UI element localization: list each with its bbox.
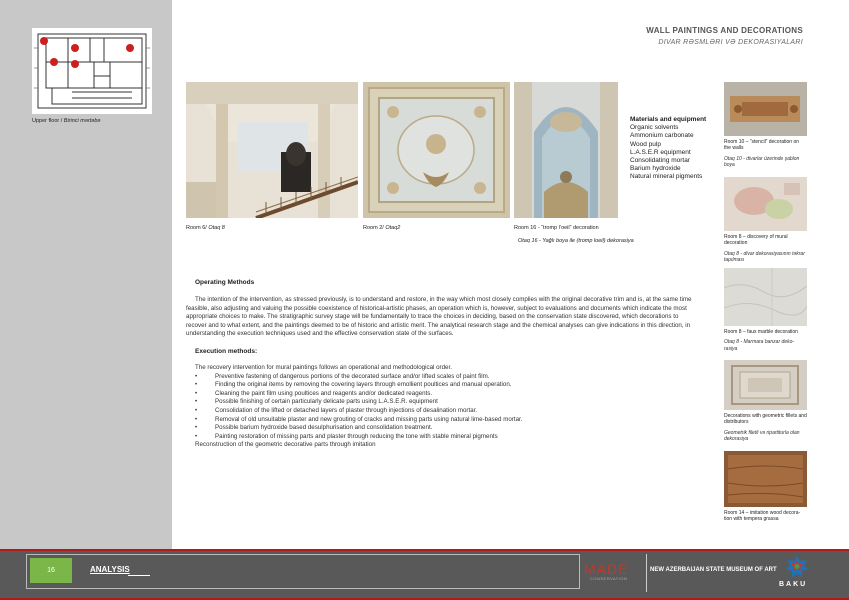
photo-caption-room-16: Room 16 - “tromp l’oeil” decoration [514,225,599,231]
execution-item: • Painting restoration of missing parts and plaster through reducing the tone with stable mineral pigments [195,432,498,440]
material-item: L.A.S.E.R equipment [630,148,691,156]
material-item: Organic solvents [630,124,679,132]
execution-item: • Possible finishing of certain particularly delicate parts using L.A.S.E.R. equipment [195,398,438,406]
execution-item: • Finding the original items by removing the covering layers through emollient poultices and manual operation. [195,381,512,389]
floorplan-caption: Upper floor / Birinci mərtəbə [32,118,101,124]
thumb-geometric-decorations: Decorations with geometric fillets and distributors Geometrik filetli və ripartiturla olan dekorasiya [724,360,807,443]
floorplan-image [32,28,152,114]
title-english: WALL PAINTINGS AND DECORATIONS [646,26,803,35]
operating-methods-title: Operating Methods [195,279,255,286]
thumb-room-14: Room 14 – imitation wood decora-tion with tempera grassa [724,451,807,523]
city-label: BAKU [779,581,808,588]
page-number: 16 [30,558,72,583]
photo-room-2 [363,82,510,218]
thumb-room-8-discovery: Room 8 – discovery of mural decoration Otaq 8 - divar dekorasiyasının təkrar tapılması [724,177,807,264]
execution-item: • Removal of old unsuitable plaster and new grouting of cracks and missing parts using natural lime-based mortar. [195,415,523,423]
museum-name: NEW AZERBAIJAN STATE MUSEUM OF ART [650,567,777,573]
material-item: Wood pulp [630,140,661,148]
execution-item: • Preventive fastening of dangerous portions of the decorated surface and/or lifted scales of paint film. [195,372,490,380]
execution-list [195,373,703,442]
execution-item: • Cleaning the paint film using poultices and reagents and/or dedicated reagents. [195,389,433,397]
made-logo-sub: CONSERVATION [590,576,628,581]
photo-room-6 [186,82,358,218]
execution-methods-text [195,364,703,450]
made-logo: MADE [584,561,629,577]
thumb-room-8-faux-marble: Room 8 – faux marble decoration Otaq 8 - Marmara banzar deko-rasiya [724,268,807,352]
materials-title: Materials and equipment [630,116,707,123]
material-item: Ammonium carbonate [630,132,694,140]
materials-list [630,116,706,182]
photo-caption-room-6: Room 6/ Otaq 8 [186,225,225,231]
photo-caption-room-2: Room 2/ Otaq2 [363,225,401,231]
left-sidebar [0,0,172,549]
material-item: Barium hydroxide [630,165,681,173]
title-azerbaijani: DIVAR RƏSMLƏRI VƏ DEKORASIYALARI [658,39,803,46]
execution-outro: Reconstruction of the geometric decorative parts through imitation [195,441,376,449]
material-item: Consolidating mortar [630,157,690,165]
section-label: ANALYSIS [90,565,130,574]
page-header [646,26,803,46]
baku-emblem-icon [785,555,809,584]
thumb-room-10: Room 10 – “stencil” decoration on the walls Otaq 10 - divarlar üzerinde şablon boya [724,82,807,169]
photo-caption-room-16-az: Otaq 16 - Yağlı boya ile (tromp loeil) dekorasiya [518,238,634,244]
page-footer [0,549,849,600]
photo-room-16 [514,82,618,218]
execution-item: • Possible barium hydroxide based desulphurisation and consolidation treatment. [195,424,433,432]
operating-methods-text: The intention of the intervention, as stressed previously, is to understand and restore, in the way which most closely complies with the original decorative trim and is, at the same time feasible, also adjusting and valuing the possible coexistence of historical-artistic phases, an operation which is, however, subject to evaluations and documents which indicate the most appropriate choices to make. The stratigraphic survey stage will be fundamentally to trace the choices in deciding, based on the conservation state discovered, which decorations to recover and to what extent, and the paintings deemed to be of historic and artistic merit. The analytical research stage and the chemical analyses can give indications in this direction, in understanding the execution techniques used and the effective conservation state of the surfaces. [186,296,692,338]
execution-intro: The recovery intervention for mural paintings follows an operational and methodological order. [195,364,452,371]
material-item: Natural mineral pigments [630,173,703,181]
execution-methods-title: Execution methods: [195,348,258,355]
execution-item: • Consolidation of the lifted or detached layers of plaster through injections of desalination mortar. [195,406,478,414]
